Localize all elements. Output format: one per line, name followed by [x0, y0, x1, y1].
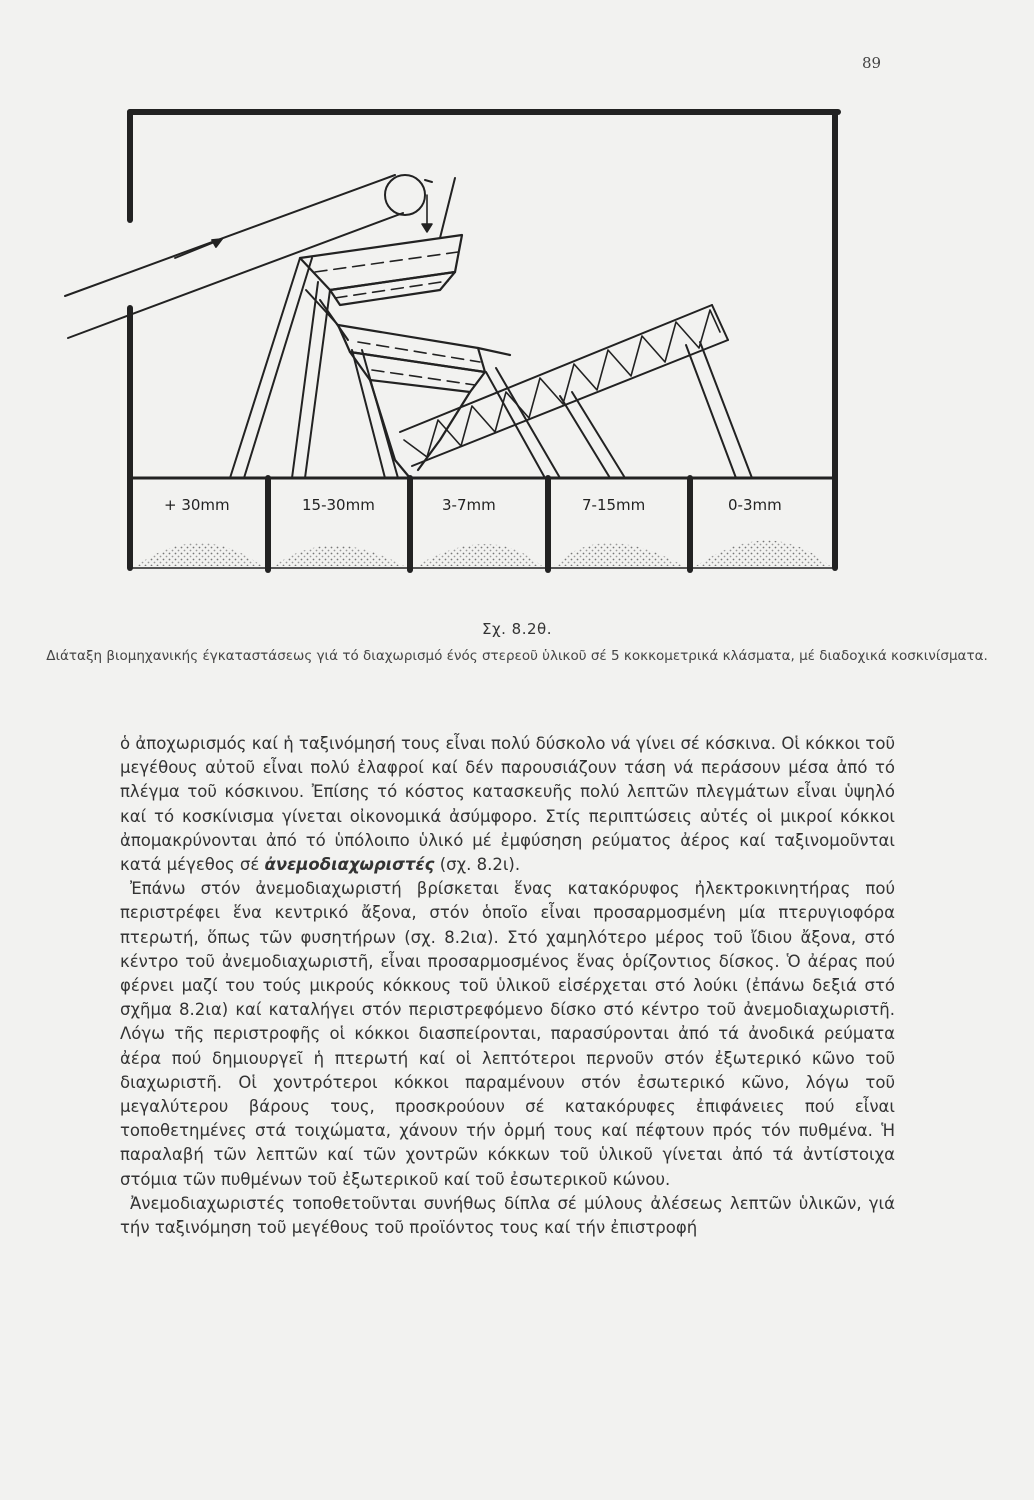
paragraph: Ἀνεμοδιαχωριστές τοποθετοῦνται συνήθως δίπλα σέ μύλους ἀλέσεως λεπτῶν ὑλικῶν, γιά τήν ταξινόμηση τοῦ μεγέθους τοῦ προϊόντος τους καί τήν ἐπιστροφή	[120, 1193, 895, 1238]
paragraph-text: (σχ. 8.2ι).	[439, 855, 521, 875]
paragraph-text: ὁ ἀποχωρισμός καί ἡ ταξινόμησή τους εἶναι πολύ δύσκολο νά γίνει σέ κόσκινα. Οἱ κόκκοι τοῦ μεγέθους αὐτοῦ εἶναι πολύ ἐλαφροί καί δέν παρουσιάζουν τάση νά περάσουν μέσα ἀπό τό πλέγμα τοῦ κόσκινου. Ἐπίσης τό κόστος κατασκευῆς πολύ λεπτῶν πλεγμάτων εἶναι ὑψηλό καί τό κοσκίνισμα γίνεται οἰκονομικά ἀσύμφορο. Στίς περιπτώσεις αὐτές οἱ μικροί κόκκοι ἀπομακρύνονται ἀπό τό ὑπόλοιπο ὑλικό μέ ἐμφύσηση ρεύματος ἀέρος καί ταξινομοῦνται κατά μέγεθος σέ	[120, 734, 895, 875]
bin-label: 7-15mm	[582, 496, 646, 514]
truss-legs	[560, 342, 752, 478]
screening-installation-diagram	[0, 0, 1034, 610]
paragraph	[120, 732, 895, 877]
bin-label: 3-7mm	[442, 496, 496, 514]
bin-label: 15-30mm	[302, 496, 375, 514]
bin-label: 0-3mm	[728, 496, 782, 514]
emphasized-term: ἀνεμοδιαχωριστές	[264, 855, 435, 875]
body-text	[120, 732, 895, 1240]
upper-screen	[300, 235, 462, 305]
page-number: 89	[862, 54, 882, 72]
figure-caption-text: Διάταξη βιομηχανικής έγκαταστάσεως γιά τό διαχωρισμό ένός στερεοῦ ὑλικοῦ σέ 5 κοκκομετρικά κλάσματα, μέ διαδοχικά κοσκινίσματα.	[46, 648, 988, 664]
figure-caption-title: Σχ. 8.2θ.	[482, 620, 552, 638]
flow-arrow-icon	[175, 239, 222, 258]
truss-conveyor	[400, 305, 728, 466]
bin-label: + 30mm	[164, 496, 230, 514]
paragraph: Ἐπάνω στόν ἀνεμοδιαχωριστή βρίσκεται ἕνας κατακόρυφος ἠλεκτροκινητήρας πού περιστρέφει ἕνα κεντρικό ἄξονα, στόν ὁποῖο εἶναι προσαρμοσμένη μία πτερυγιοφόρα πτερωτή, ὅπως τῶν φυσητήρων (σχ. 8.2ια). Στό χαμηλότερο μέρος τοῦ ἴδιου ἄξονα, στό κέντρο τοῦ ἀνεμοδιαχωριστῆ, εἶναι προσαρμοσμένος ἕνας ὁρίζοντιος δίσκος. Ὁ ἀέρας πού φέρνει μαζί του τούς μικρούς κόκκους τοῦ ὑλικοῦ εἰσέρχεται στό λούκι (ἐπάνω δεξιά στό σχῆμα 8.2ια) καί καταλήγει στόν περιστρεφόμενο δίσκο στό κέντρο τοῦ ἀνεμοδιαχωριστῆ. Λόγω τῆς περιστροφῆς οἱ κόκκοι διασπείρονται, παρασύρονται ἀπό τά ἀνοδικά ρεύματα ἀέρα πού δημιουργεῖ ἡ πτερωτή καί οἱ λεπτότεροι περνοῦν στόν ἐξωτερικό κῶνο τοῦ διαχωριστῆ. Οἱ χοντρότεροι κόκκοι παραμένουν στόν ἐσωτερικό κῶνο, λόγω τοῦ μεγαλύτερου βάρους τους, προσκρούουν σέ κατακόρυφες ἐπιφάνειες πού εἶναι τοποθετημένες στά τοιχώματα, χάνουν τήν ὁρμή τους καί πέφτουν πρός τόν πυθμένα. Ἡ παραλαβή τῶν λεπτῶν καί τῶν χοντρῶν κόκκων τοῦ ὑλικοῦ γίνεται ἀπό τά ἀντίστοιχα στόμια τῶν πυθμένων τοῦ ἐξωτερικοῦ καί τοῦ ἐσωτερικοῦ κώνου.	[120, 879, 895, 1189]
upper-screen-legs	[230, 258, 348, 478]
feed-conveyor	[65, 175, 432, 338]
material-piles	[136, 541, 830, 567]
